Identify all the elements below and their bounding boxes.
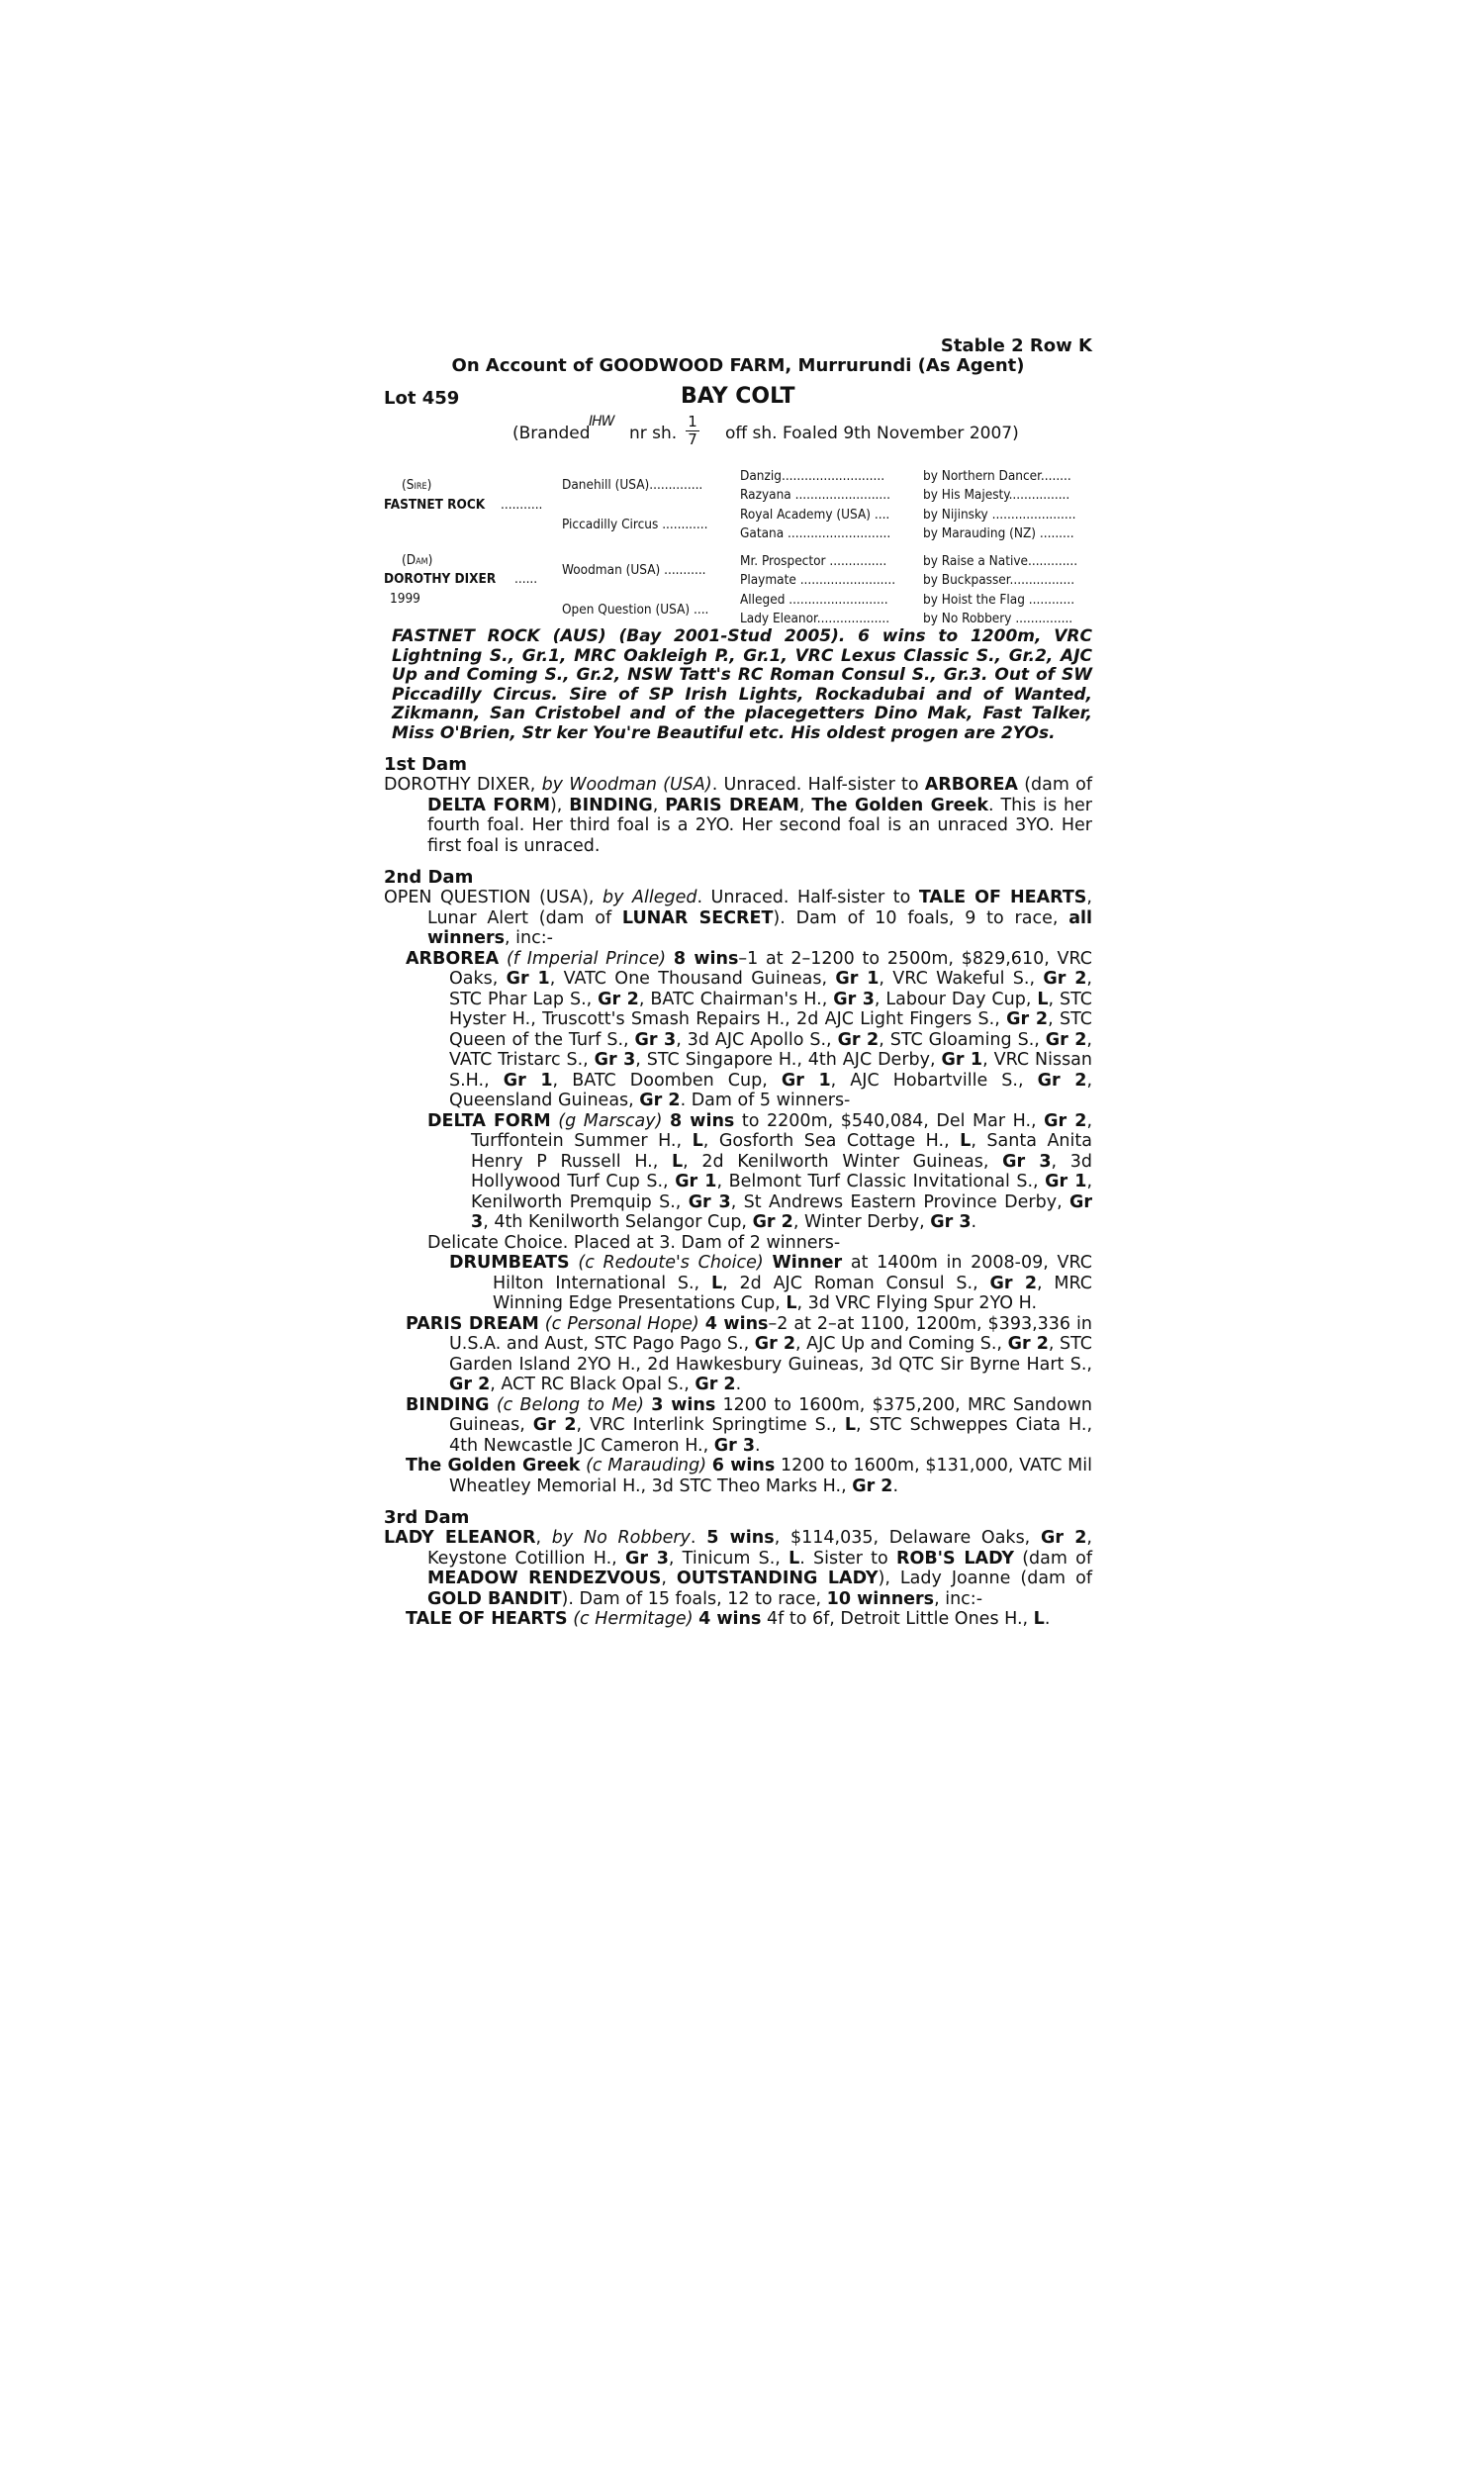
dam-name: DOROTHY DIXER	[384, 571, 497, 587]
brand-suffix: off sh. Foaled 9th November 2007)	[725, 424, 1019, 443]
pedigree-g3-5: by Raise a Native.............	[923, 553, 1078, 569]
vendor-account: On Account of GOODWOOD FARM, Murrurundi (As Agent)	[451, 355, 1025, 376]
pedigree-g2-5: Mr. Prospector ...............	[740, 553, 887, 569]
pedigree-g3-7: by Hoist the Flag ............	[923, 592, 1075, 608]
progeny-drumbeats: DRUMBEATS (c Redoute's Choice) Winner at 1400m in 2008-09, VRC Hilton International S., L, 2d AJC Roman Consul S., Gr 2, MRC Winning Edge Presentations Cup, L, 3d VRC Flying Spur 2YO H.	[449, 1253, 1093, 1313]
pedigree-g3-2: by His Majesty................	[923, 487, 1070, 503]
dam-dots: ......	[514, 571, 538, 587]
progeny-golden-greek: The Golden Greek (c Marauding) 6 wins 1200 to 1600m, $131,000, VATC Mil Wheatley Memorial H., 3d STC Theo Marks H., Gr 2.	[406, 1456, 1093, 1496]
stable-location: Stable 2 Row K	[940, 335, 1092, 356]
fraction-denominator: 7	[686, 430, 699, 448]
pedigree-g1-sire-sire: Danehill (USA)..............	[562, 477, 703, 493]
pedigree-g3-4: by Marauding (NZ) .........	[923, 525, 1074, 541]
pedigree-g2-8: Lady Eleanor...................	[740, 611, 890, 626]
second-dam-paragraph: OPEN QUESTION (USA), by Alleged. Unraced. Half-sister to TALE OF HEARTS, Lunar Alert (dam of LUNAR SECRET). Dam of 10 foals, 9 to race, all winners, inc:-	[384, 888, 1093, 948]
brand-mark: IHW	[589, 414, 614, 429]
pedigree-g1-sire-dam: Piccadilly Circus ............	[562, 517, 708, 532]
brand-foaled-line	[384, 414, 1092, 455]
sire-summary: FASTNET ROCK (AUS) (Bay 2001-Stud 2005). 6 wins to 1200m, VRC Lightning S., Gr.1, MRC Oakleigh P., Gr.1, VRC Lexus Classic S., Gr.2, AJC Up and Coming S., Gr.2, NSW Tatt's RC Roman Consul S., Gr.3. Out of SW Piccadilly Circus. Sire of SP Irish Lights, Rockadubai and of Wanted, Zikmann, San Cristobel and of the placegetters Dino Mak, Fast Talker, Miss O'Brien, Str ker You're Beautiful etc. His oldest progen are 2YOs.	[392, 626, 1092, 743]
sire-dots: ...........	[501, 497, 543, 513]
brand-mid: nr sh.	[629, 424, 678, 443]
pedigree-g1-dam-dam: Open Question (USA) ....	[562, 602, 709, 618]
pedigree-g2-3: Royal Academy (USA) ....	[740, 507, 890, 523]
pedigree-g3-8: by No Robbery ...............	[923, 611, 1073, 626]
progeny-tale-of-hearts: TALE OF HEARTS (c Hermitage) 4 wins 4f to 6f, Detroit Little Ones H., L.	[406, 1609, 1051, 1629]
pedigree-g2-6: Playmate .........................	[740, 572, 896, 588]
dam-label: (Dam)	[402, 552, 433, 568]
first-dam-heading: 1st Dam	[384, 754, 467, 775]
progeny-arborea: ARBOREA (f Imperial Prince) 8 wins–1 at 2–1200 to 2500m, $829,610, VRC Oaks, Gr 1, VATC One Thousand Guineas, Gr 1, VRC Wakeful S., Gr 2, STC Phar Lap S., Gr 2, BATC Chairman's H., Gr 3, Labour Day Cup, L, STC Hyster H., Truscott's Smash Repairs H., 2d AJC Light Fingers S., Gr 2, STC Queen of the Turf S., Gr 3, 3d AJC Apollo S., Gr 2, STC Gloaming S., Gr 2, VATC Tristarc S., Gr 3, STC Singapore H., 4th AJC Derby, Gr 1, VRC Nissan S.H., Gr 1, BATC Doomben Cup, Gr 1, AJC Hobartville S., Gr 2, Queensland Guineas, Gr 2. Dam of 5 winners-	[406, 948, 1093, 1110]
third-dam-heading: 3rd Dam	[384, 1507, 470, 1528]
pedigree-g3-3: by Nijinsky ......................	[923, 507, 1076, 523]
pedigree-table	[384, 463, 1092, 626]
pedigree-g3-6: by Buckpasser.................	[923, 572, 1075, 588]
progeny-delta-form: DELTA FORM (g Marscay) 8 wins to 2200m, $540,084, Del Mar H., Gr 2, Turffontein Summer H., L, Gosforth Sea Cottage H., L, Santa Anita Henry P Russell H., L, 2d Kenilworth Winter Guineas, Gr 3, 3d Hollywood Turf Cup S., Gr 1, Belmont Turf Classic Invitational S., Gr 1, Kenilworth Premquip S., Gr 3, St Andrews Eastern Province Derby, Gr 3, 4th Kenilworth Selangor Cup, Gr 2, Winter Derby, Gr 3.	[427, 1110, 1093, 1232]
dam-year: 1999	[390, 591, 420, 607]
progeny-paris-dream: PARIS DREAM (c Personal Hope) 4 wins–2 at 2–at 1100, 1200m, $393,336 in U.S.A. and Aust, STC Pago Pago S., Gr 2, AJC Up and Coming S., Gr 2, STC Garden Island 2YO H., 2d Hawkesbury Guineas, 3d QTC Sir Byrne Hart S., Gr 2, ACT RC Black Opal S., Gr 2.	[406, 1313, 1093, 1394]
first-dam-paragraph: DOROTHY DIXER, by Woodman (USA). Unraced. Half-sister to ARBOREA (dam of DELTA FORM), BINDING, PARIS DREAM, The Golden Greek. This is her fourth foal. Her third foal is a 2YO. Her second foal is an unraced 3YO. Her first foal is unraced.	[384, 775, 1092, 856]
pedigree-g1-dam-sire: Woodman (USA) ...........	[562, 562, 706, 578]
pedigree-g2-7: Alleged ..........................	[740, 592, 888, 608]
brand-fraction	[686, 414, 699, 448]
fraction-numerator: 1	[688, 413, 697, 430]
sire-label: (Sire)	[402, 477, 432, 493]
progeny-binding: BINDING (c Belong to Me) 3 wins 1200 to 1600m, $375,200, MRC Sandown Guineas, Gr 2, VRC Interlink Springtime S., L, STC Schweppes Ciata H., 4th Newcastle JC Cameron H., Gr 3.	[406, 1394, 1093, 1456]
third-dam-paragraph: LADY ELEANOR, by No Robbery. 5 wins, $114,035, Delaware Oaks, Gr 2, Keystone Cotillion H., Gr 3, Tinicum S., L. Sister to ROB'S LADY (dam of MEADOW RENDEZVOUS, OUTSTANDING LADY), Lady Joanne (dam of GOLD BANDIT). Dam of 15 foals, 12 to race, 10 winners, inc:-	[384, 1528, 1093, 1609]
catalogue-page	[384, 336, 1092, 1630]
sire-name: FASTNET ROCK	[384, 497, 486, 513]
lot-title: BAY COLT	[681, 384, 795, 409]
pedigree-g3-1: by Northern Dancer........	[923, 468, 1071, 484]
brand-prefix: (Branded	[512, 424, 591, 443]
lot-line	[384, 384, 1092, 414]
pedigree-g2-1: Danzig...........................	[740, 468, 885, 484]
pedigree-g2-4: Gatana ...........................	[740, 525, 891, 541]
lot-number: Lot 459	[384, 388, 460, 409]
progeny-delicate-choice: Delicate Choice. Placed at 3. Dam of 2 winners-	[427, 1232, 841, 1253]
second-dam-heading: 2nd Dam	[384, 867, 474, 888]
pedigree-g2-2: Razyana .........................	[740, 487, 890, 503]
